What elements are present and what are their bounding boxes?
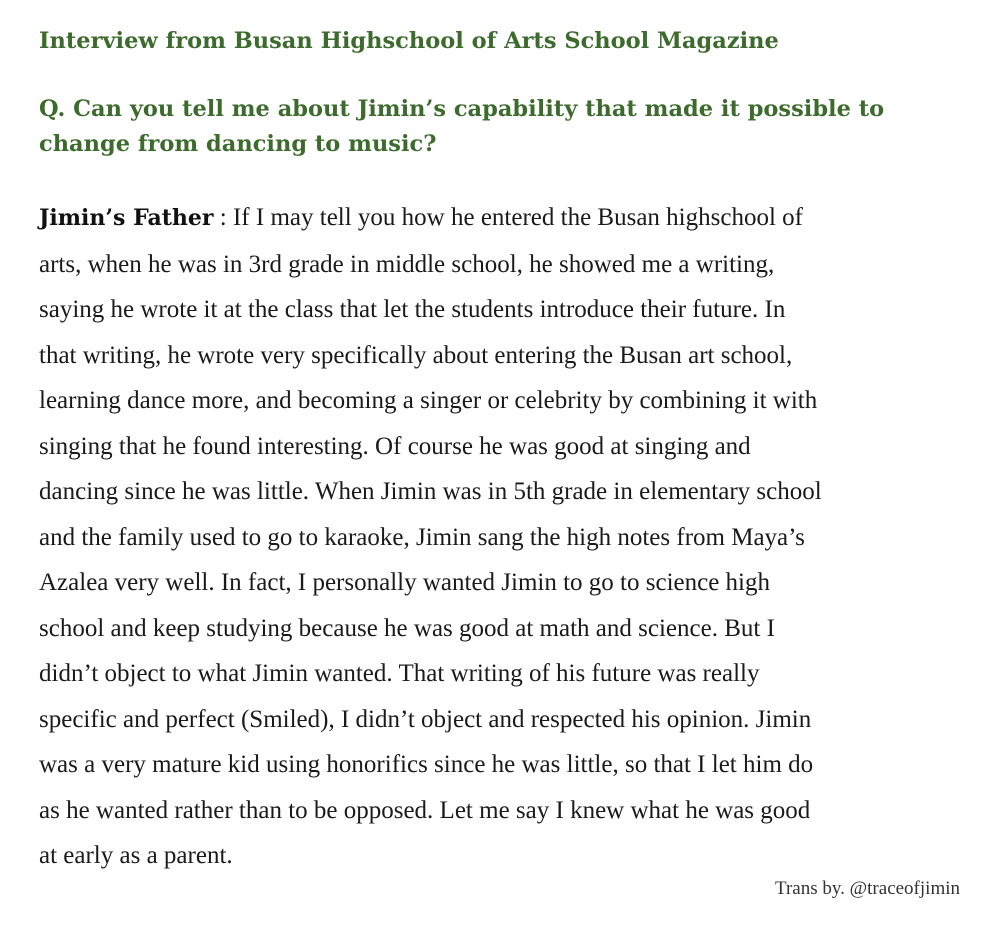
translator-credit: Trans by. @traceofjimin xyxy=(775,878,960,899)
answer-line: Azalea very well. In fact, I personally wanted Jimin to go to science high xyxy=(39,569,771,596)
answer-line: school and keep studying because he was good at math and science. But I xyxy=(39,614,775,642)
answer-line xyxy=(39,195,979,242)
answer-line: was a very mature kid using honorifics since he was little, so that I let him do xyxy=(39,751,814,778)
interview-answer xyxy=(39,195,979,879)
answer-line: at early as a parent. xyxy=(39,842,233,869)
answer-line: and the family used to go to karaoke, Jimin sang the high notes from Maya’s xyxy=(39,523,805,551)
answer-line: saying he wrote it at the class that let the students introduce their future. In xyxy=(39,296,786,323)
answer-line: singing that he found interesting. Of course he was good at singing and xyxy=(39,432,751,460)
answer-line: specific and perfect (Smiled), I didn’t object and respected his opinion. Jimin xyxy=(39,705,812,733)
answer-line: didn’t object to what Jimin wanted. That writing of his future was really xyxy=(39,660,760,687)
answer-line: learning dance more, and becoming a singer or celebrity by combining it with xyxy=(39,387,818,414)
answer-line: that writing, he wrote very specifically about entering the Busan art school, xyxy=(39,341,793,369)
interview-question xyxy=(39,92,969,162)
document-title: Interview from Busan Highschool of Arts School Magazine xyxy=(39,28,779,54)
answer-line: arts, when he was in 3rd grade in middle school, he showed me a writing, xyxy=(39,250,775,278)
answer-line: dancing since he was little. When Jimin was in 5th grade in elementary school xyxy=(39,478,822,505)
answer-line-text: : If I may tell you how he entered the Busan highschool of xyxy=(213,204,803,231)
question-line: change from dancing to music? xyxy=(39,131,437,157)
question-line: Q. Can you tell me about Jimin’s capability that made it possible to xyxy=(39,96,885,122)
speaker-name: Jimin’s Father xyxy=(39,205,214,231)
answer-line: as he wanted rather than to be opposed. Let me say I knew what he was good xyxy=(39,796,811,824)
